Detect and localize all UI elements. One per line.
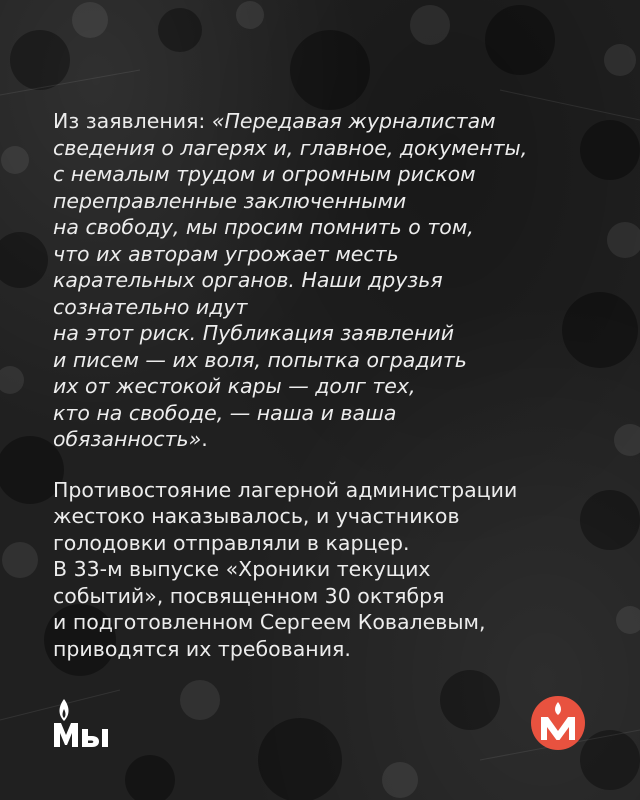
quote-paragraph xyxy=(53,108,598,453)
quote-lead-text: Из заявления: xyxy=(53,109,212,133)
quote-end-punct: . xyxy=(201,427,208,451)
memorial-logo-icon xyxy=(530,695,586,751)
second-paragraph: Противостояние лагерной администрации жестоко наказывалось, и участников голодовки отправляли в карцер. В 33-м выпуске «Хроники текущих событий», посвященном 30 октября и подготовленном Сергеем Ковалевым, приводятся их требования. xyxy=(53,477,518,661)
quote-italic-text: «Передавая журналистам сведения о лагерях и, главное, документы, с немалым трудом и огромным риском переправленные заключенными на свободу, мы просим помнить о том, что их авторам угрожает месть карательных органов. Наши друзья сознательно идут на этот риск. Публикация заявлений и писем — их воля, попытка оградить их от жестокой кары — долг тех, кто на свободе, — наша и ваша обязанность» xyxy=(53,109,528,451)
body-text xyxy=(53,108,598,662)
flame-logo-icon xyxy=(52,695,112,751)
